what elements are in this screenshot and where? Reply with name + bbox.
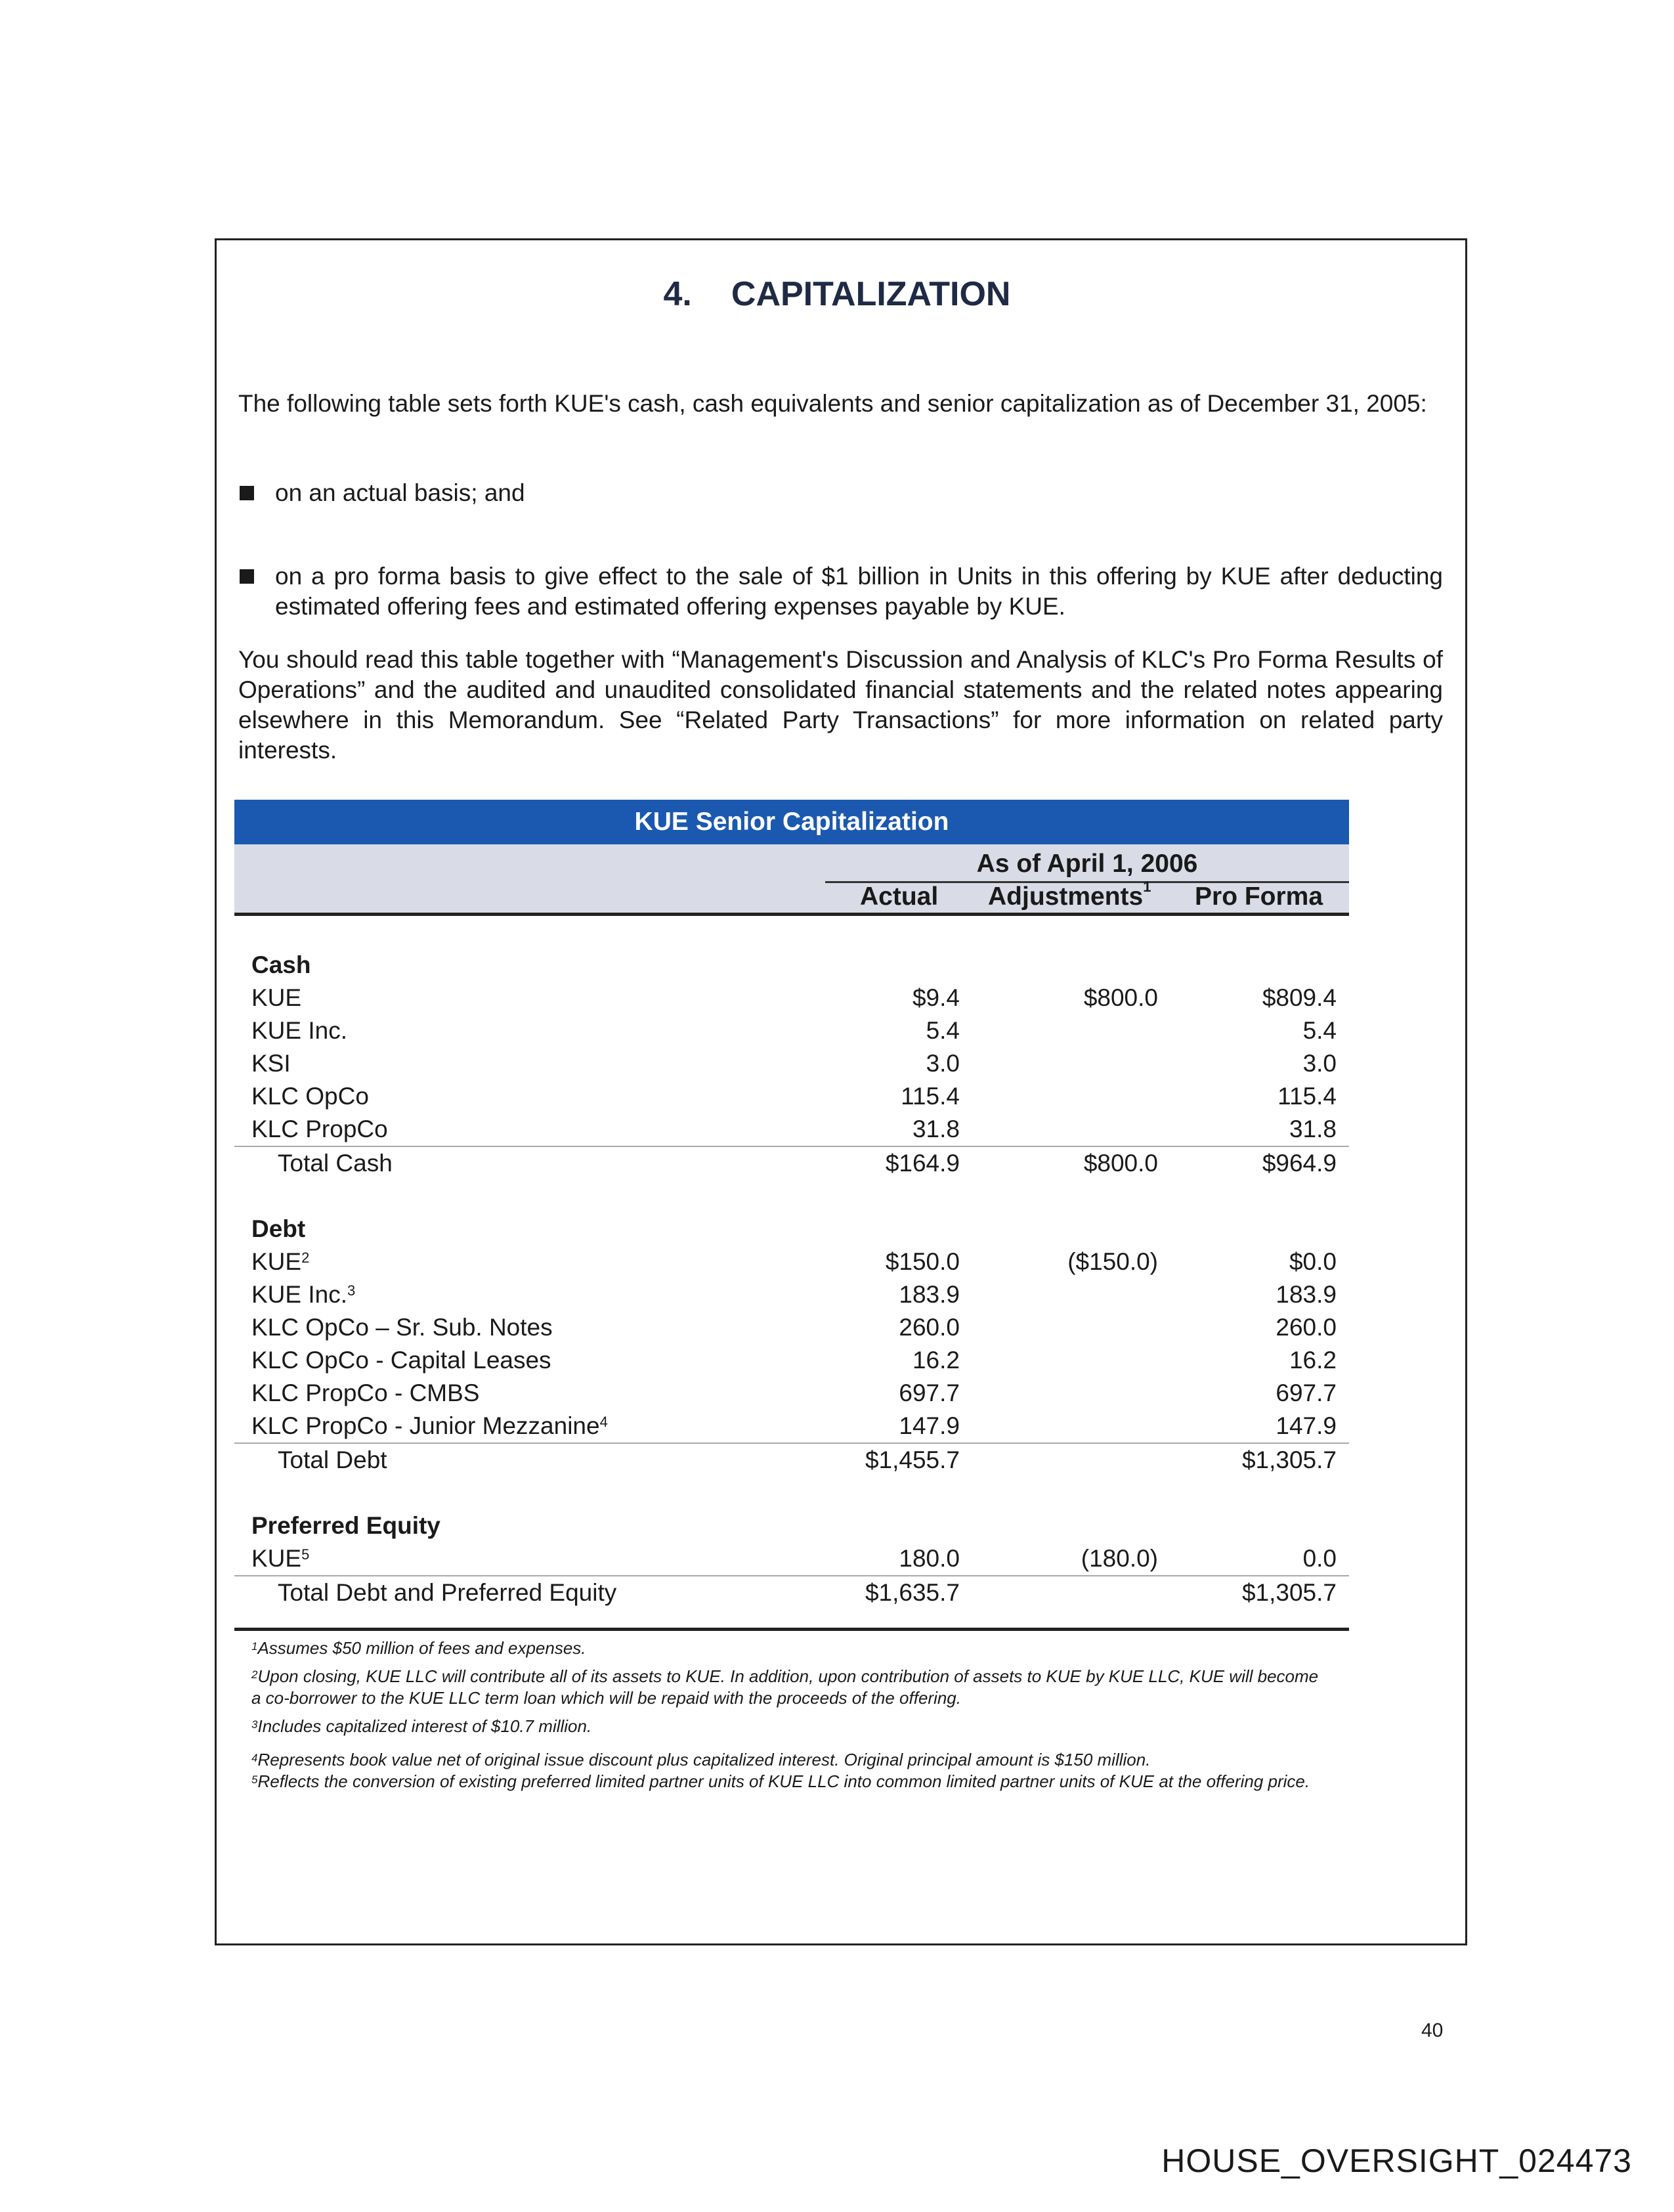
row-label-text: KUE Inc. [251,1017,347,1044]
actual-value: 180.0 [899,1545,960,1572]
row-label-text: KLC OpCo [251,1083,369,1110]
row-spacer [234,1477,1349,1509]
actual-value: 3.0 [926,1050,960,1077]
section-heading-row [234,949,1349,982]
adjustment-value: (180.0) [1081,1545,1158,1572]
table-bottom-rule [234,1628,1349,1631]
row-label-text: KLC OpCo – Sr. Sub. Notes [251,1314,553,1341]
actual-value: $150.0 [885,1248,960,1275]
row-label [251,1344,551,1377]
total-label: Total Debt [278,1446,387,1473]
total-label: Total Debt and Preferred Equity [278,1579,617,1606]
footnote-number: 4 [251,1752,258,1764]
actual-value: 183.9 [899,1281,960,1308]
row-label [251,1410,608,1442]
footnote-number: 5 [251,1773,258,1786]
row-label [251,1047,291,1080]
row-label [251,1542,309,1575]
table-row [234,1377,1349,1410]
section-title [0,274,1674,314]
row-label-text: KLC PropCo - CMBS [251,1379,480,1406]
pro-forma-value: 16.2 [1289,1347,1337,1374]
row-label [251,1080,369,1113]
footnote-text: Upon closing, KUE LLC will contribute all of its assets to KUE. In addition, upon contribution of assets to KUE by KUE LLC, KUE will become a co-borrower to the KUE LLC term loan which will be repaid with the proceeds of the offering. [251,1666,1319,1708]
bullet-item [238,478,1443,508]
pro-forma-value: $0.0 [1289,1248,1337,1275]
footnote-text: Reflects the conversion of existing preferred limited partner units of KUE LLC into common limited partner units of KUE at the offering price. [257,1771,1310,1791]
pro-forma-value: 147.9 [1276,1412,1337,1439]
footnote-number: 1 [251,1640,258,1653]
reading-note-paragraph: You should read this table together with “Management's Discussion and Analysis of KLC's Pro Forma Results of Operations” and the audited and unaudited consolidated financial statements and the related notes appearing elsewhere in this Memorandum. See “Related Party Transactions” for more information on related party interests. [238,646,1443,764]
row-label-text: KLC OpCo - Capital Leases [251,1347,551,1374]
actual-value: 697.7 [899,1379,960,1406]
footnote-number: 3 [251,1718,258,1731]
table-row [234,1542,1349,1575]
table-row [234,1080,1349,1113]
actual-total: $1,455.7 [865,1446,960,1473]
bullet-square-icon [240,569,254,584]
footnote [234,1637,1328,1659]
adjustment-value: $800.0 [1083,984,1158,1011]
adjustment-value: ($150.0) [1067,1248,1158,1275]
as-of-date: As of April 1, 2006 [976,850,1198,878]
table-row [234,1113,1349,1146]
bullet-text: on an actual basis; and [275,479,525,506]
row-label [251,982,301,1014]
footnote [234,1771,1328,1792]
table-body [234,916,1349,1609]
actual-value: 147.9 [899,1412,960,1439]
row-label [251,1246,309,1278]
column-adjustments-label: Adjustments [988,882,1144,911]
pro-forma-value: $809.4 [1262,984,1337,1011]
pro-forma-total: $964.9 [1262,1150,1337,1177]
footnote [234,1749,1328,1771]
footnote-text: Includes capitalized interest of $10.7 million. [257,1716,592,1736]
pro-forma-value: 260.0 [1276,1314,1337,1341]
row-label [251,1311,553,1344]
row-label [251,1014,347,1047]
table-row [234,1410,1349,1442]
pro-forma-value: 3.0 [1302,1050,1337,1077]
capitalization-table [234,800,1349,1792]
pro-forma-total: $1,305.7 [1241,1579,1337,1606]
total-label: Total Cash [278,1150,393,1177]
section-heading: Debt [251,1215,306,1242]
adjustment-total: $800.0 [1083,1150,1158,1177]
table-title: KUE Senior Capitalization [234,800,1349,844]
section-heading: Preferred Equity [251,1512,440,1539]
pro-forma-value: 0.0 [1302,1545,1337,1572]
footnote-number: 2 [251,1668,258,1681]
row-label-text: KUE [251,1248,302,1275]
bates-number: HOUSE_OVERSIGHT_024473 [1161,2142,1632,2179]
actual-value: $9.4 [912,984,960,1011]
row-label-text: KSI [251,1050,291,1077]
pro-forma-value: 31.8 [1289,1116,1337,1142]
footnote-text: Represents book value net of original issue discount plus capitalized interest. Original principal amount is $150 million. [257,1750,1151,1769]
bullet-item [238,561,1443,622]
row-label-text: KLC PropCo - Junior Mezzanine [251,1412,600,1439]
pro-forma-value: 5.4 [1302,1017,1337,1044]
pro-forma-value: 115.4 [1277,1083,1337,1110]
table-row [234,1014,1349,1047]
footnote-ref: 3 [347,1282,356,1299]
footnote-text: Assumes $50 million of fees and expenses. [257,1638,586,1658]
footnote-ref: 2 [301,1249,310,1266]
bullet-text: on a pro forma basis to give effect to the sale of $1 billion in Units in this offering by KUE after deducting estimated offering fees and estimated offering expenses payable by KUE. [275,563,1443,620]
actual-value: 5.4 [926,1017,960,1044]
column-actual: Actual [860,882,939,911]
row-label [251,1113,388,1146]
actual-total: $164.9 [885,1150,960,1177]
table-row [234,1311,1349,1344]
section-heading: CAPITALIZATION [731,275,1011,313]
pro-forma-total: $1,305.7 [1241,1446,1337,1473]
row-label [251,1278,355,1311]
actual-value: 260.0 [899,1314,960,1341]
table-row [234,1278,1349,1311]
table-row [234,1344,1349,1377]
section-number: 4. [663,275,692,313]
total-row [234,1575,1349,1609]
row-label-text: KUE [251,984,302,1011]
footnote [234,1716,1328,1737]
actual-value: 31.8 [912,1116,960,1142]
bullet-square-icon [240,486,254,500]
total-row [234,1442,1349,1477]
table-column-header [234,844,1349,916]
column-pro-forma: Pro Forma [1195,882,1323,911]
section-heading-row [234,1213,1349,1246]
total-row [234,1146,1349,1180]
actual-value: 115.4 [901,1083,960,1110]
row-spacer [234,1180,1349,1213]
table-row [234,1246,1349,1278]
table-row [234,1047,1349,1080]
section-heading: Cash [251,951,311,978]
pro-forma-value: 183.9 [1276,1281,1337,1308]
page-number: 40 [1421,2020,1444,2041]
row-label-text: KUE [251,1545,302,1572]
footnote-ref: 4 [599,1414,608,1430]
intro-paragraph: The following table sets forth KUE's cash, cash equivalents and senior capitalization as of December 31, 2005: [238,390,1427,417]
actual-total: $1,635.7 [865,1579,960,1606]
row-label-text: KLC PropCo [251,1116,388,1142]
footnotes [234,1637,1349,1792]
actual-value: 16.2 [912,1347,960,1374]
footnote-ref: 1 [1143,878,1151,895]
pro-forma-value: 697.7 [1276,1379,1337,1406]
footnote [234,1666,1328,1709]
row-label-text: KUE Inc. [251,1281,347,1308]
footnote-ref: 5 [301,1546,310,1563]
section-heading-row [234,1509,1349,1542]
table-row [234,982,1349,1014]
row-label [251,1377,480,1410]
column-adjustments [988,878,1151,911]
